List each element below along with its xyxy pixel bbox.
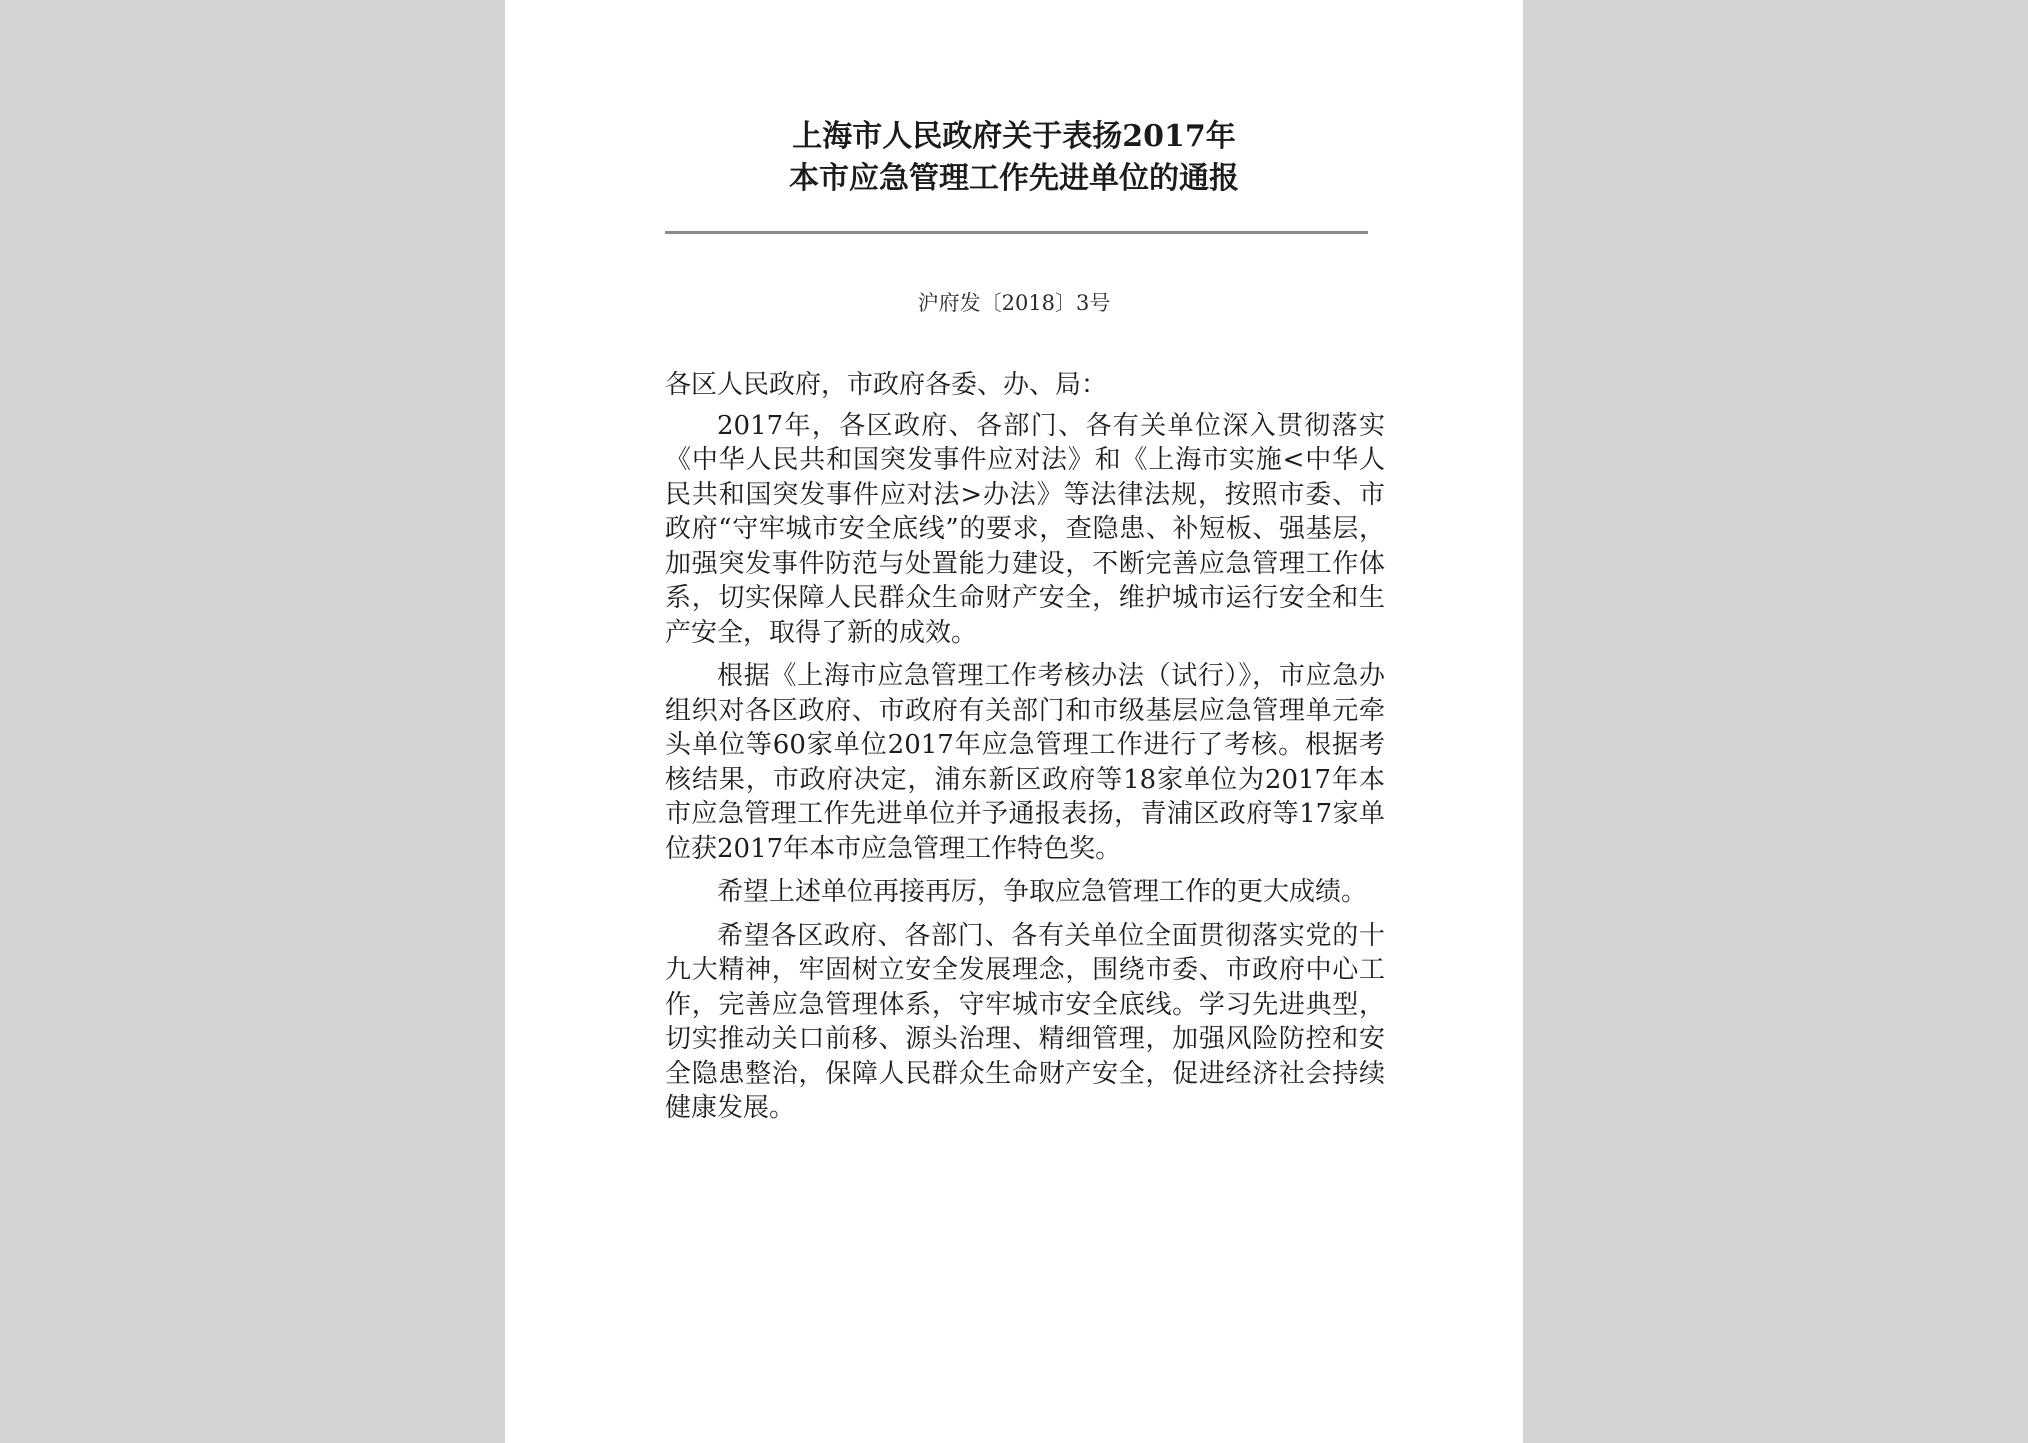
salutation: 各区人民政府，市政府各委、办、局： bbox=[665, 370, 1108, 400]
paragraph-3: 希望上述单位再接再厉，争取应急管理工作的更大成绩。 bbox=[717, 877, 1368, 907]
title-line-1: 上海市人民政府关于表扬2017年 bbox=[792, 119, 1236, 154]
title-divider bbox=[665, 231, 1368, 234]
paragraph-4: 希望各区政府、各部门、各有关单位全面贯彻落实党的十九大精神，牢固树立安全发展理念，围绕市委、市政府中心工作，完善应急管理体系，守牢城市安全底线。学习先进典型，切实推动关口前移、源头治理、精细管理，加强风险防控和安全隐患整治，保障人民群众生命财产安全，促进经济社会持续健康发展。 bbox=[665, 920, 1385, 1123]
document-title bbox=[505, 116, 1523, 200]
paragraph-2: 根据《上海市应急管理工作考核办法（试行）》，市应急办组织对各区政府、市政府有关部门和市级基层应急管理单元牵头单位等60家单位2017年应急管理工作进行了考核。根据考核结果，市政府决定，浦东新区政府等18家单位为2017年本市应急管理工作先进单位并予通报表扬，青浦区政府等17家单位获2017年本市应急管理工作特色奖。 bbox=[665, 661, 1385, 864]
document-number: 沪府发〔2018〕3号 bbox=[917, 291, 1111, 315]
title-line-2: 本市应急管理工作先进单位的通报 bbox=[789, 161, 1239, 196]
document-body bbox=[665, 368, 1385, 1135]
paragraph-1: 2017年，各区政府、各部门、各有关单位深入贯彻落实《中华人民共和国突发事件应对法》和《上海市实施<中华人民共和国突发事件应对法>办法》等法律法规，按照市委、市政府“守牢城市安全底线”的要求，查隐患、补短板、强基层，加强突发事件防范与处置能力建设，不断完善应急管理工作体系，切实保障人民群众生命财产安全，维护城市运行安全和生产安全，取得了新的成效。 bbox=[665, 410, 1385, 648]
document-page bbox=[505, 0, 1523, 1443]
